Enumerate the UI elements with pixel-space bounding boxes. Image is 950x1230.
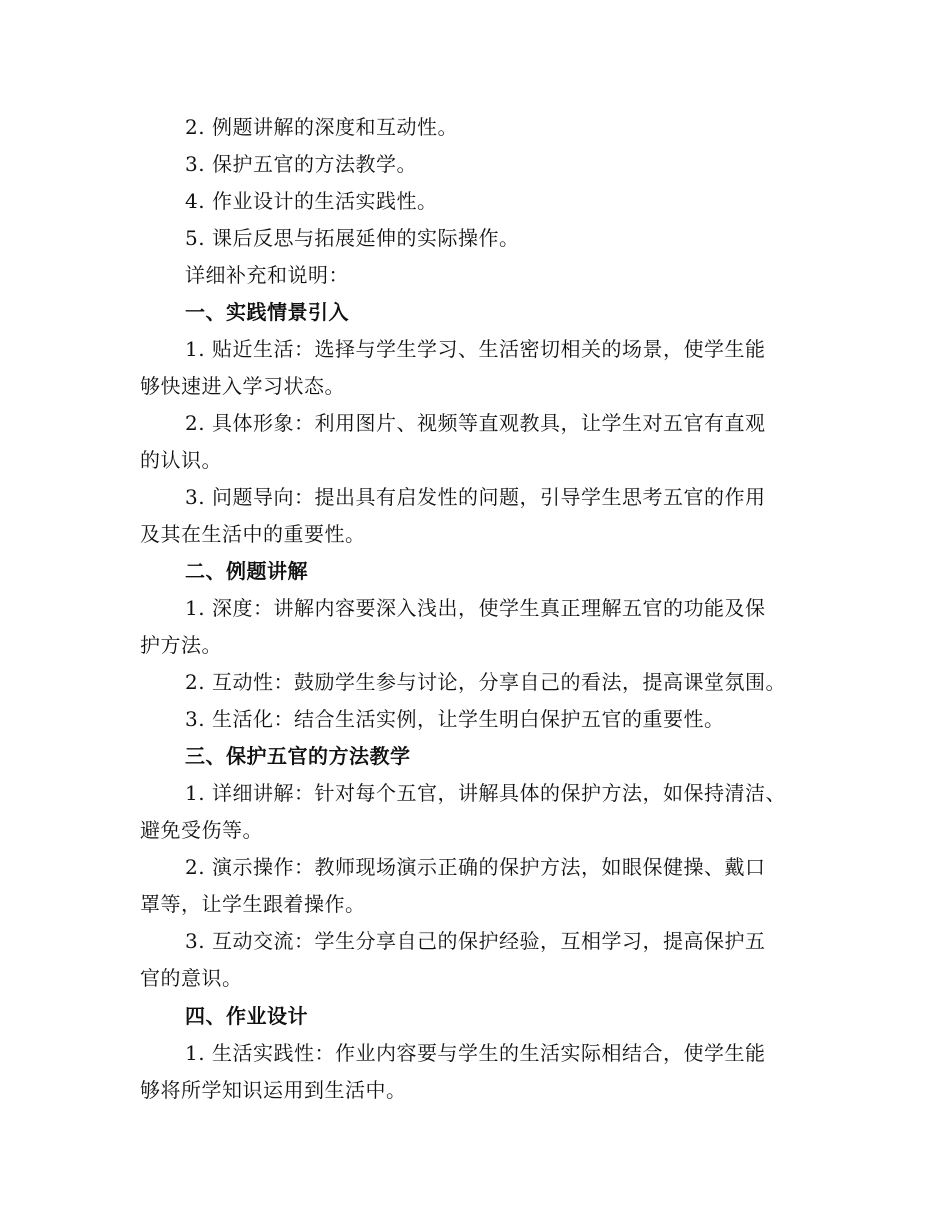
list-item-continuation: 够将所学知识运用到生活中。 [140,1078,407,1102]
list-item-continuation: 的认识。 [140,448,222,472]
section-heading: 一、实践情景引入 [185,300,349,324]
list-item: 3. 生活化：结合生活实例，让学生明白保护五官的重要性。 [185,707,725,731]
list-item-continuation: 避免受伤等。 [140,818,263,842]
paragraph-line: 详细补充和说明： [185,263,349,287]
list-item: 1. 深度：讲解内容要深入浅出，使学生真正理解五官的功能及保 [185,596,766,620]
list-item: 2. 具体形象：利用图片、视频等直观教具，让学生对五官有直观 [185,411,766,435]
list-item: 3. 保护五官的方法教学。 [185,152,417,176]
list-item: 1. 生活实践性：作业内容要与学生的生活实际相结合，使学生能 [185,1041,766,1065]
list-item-continuation: 够快速进入学习状态。 [140,374,345,398]
list-item: 3. 互动交流：学生分享自己的保护经验，互相学习，提高保护五 [185,929,766,953]
list-item-continuation: 及其在生活中的重要性。 [140,522,366,546]
list-item: 3. 问题导向：提出具有启发性的问题，引导学生思考五官的作用 [185,485,766,509]
list-item: 5. 课后反思与拓展延伸的实际操作。 [185,226,520,250]
list-item: 2. 例题讲解的深度和互动性。 [185,115,458,139]
list-item-continuation: 罩等，让学生跟着操作。 [140,892,366,916]
list-item-continuation: 官的意识。 [140,966,243,990]
list-item: 1. 详细讲解：针对每个五官，讲解具体的保护方法，如保持清洁、 [185,781,786,805]
section-heading: 三、保护五官的方法教学 [185,744,411,768]
section-heading: 二、例题讲解 [185,559,308,583]
list-item: 1. 贴近生活：选择与学生学习、生活密切相关的场景，使学生能 [185,337,766,361]
list-item: 2. 演示操作：教师现场演示正确的保护方法，如眼保健操、戴口 [185,855,766,879]
section-heading: 四、作业设计 [185,1004,308,1028]
list-item-continuation: 护方法。 [140,633,222,657]
list-item: 4. 作业设计的生活实践性。 [185,189,438,213]
list-item: 2. 互动性：鼓励学生参与讨论，分享自己的看法，提高课堂氛围。 [185,670,786,694]
